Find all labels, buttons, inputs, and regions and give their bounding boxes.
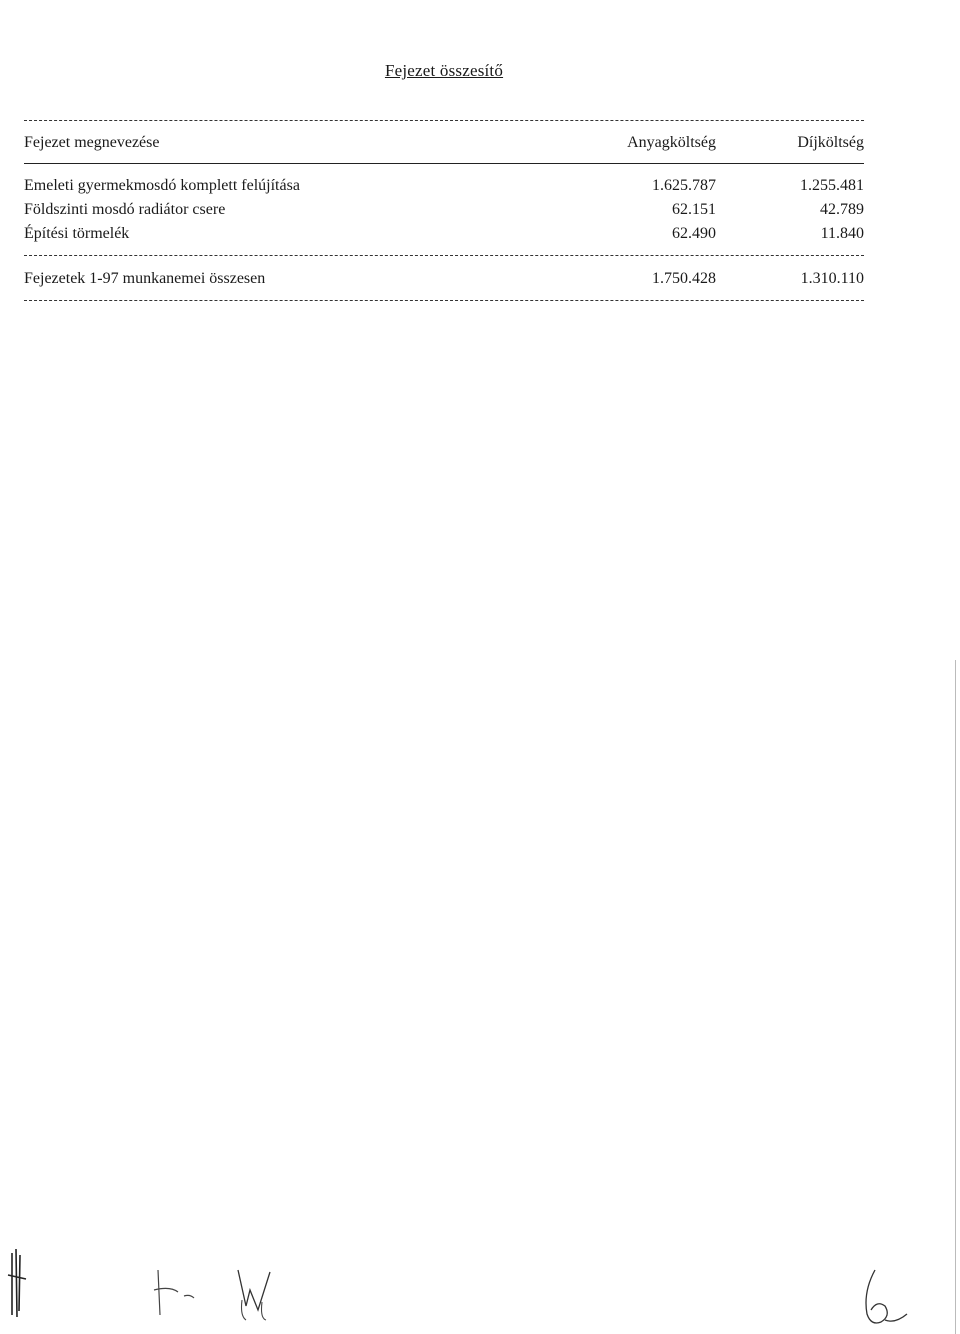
total-bottom-rule: [24, 300, 864, 301]
column-header-row: [24, 134, 864, 156]
column-header-fee: Díjköltség: [797, 134, 864, 151]
total-top-rule: [24, 255, 864, 256]
row-fee: 1.255.481: [800, 177, 864, 194]
page-title: Fejezet összesítő: [384, 61, 504, 80]
handwritten-signature-left: [0, 1245, 40, 1325]
row-fee: 42.789: [820, 201, 864, 218]
table-row: [24, 177, 864, 199]
total-fee: 1.310.110: [800, 270, 864, 287]
row-fee: 11.840: [820, 225, 864, 242]
handwritten-initials-middle: [150, 1260, 290, 1330]
total-row: [24, 270, 864, 292]
row-material: 62.490: [672, 225, 716, 242]
row-name: Földszinti mosdó radiátor csere: [24, 201, 226, 218]
header-bottom-rule: [24, 163, 864, 164]
header-top-rule: [24, 120, 864, 121]
column-header-name: Fejezet megnevezése: [24, 134, 160, 151]
row-name: Emeleti gyermekmosdó komplett felújítása: [24, 177, 300, 194]
column-header-material: Anyagköltség: [627, 134, 716, 151]
total-material: 1.750.428: [652, 270, 716, 287]
table-row: [24, 201, 864, 223]
total-name: Fejezetek 1-97 munkanemei összesen: [24, 270, 266, 287]
row-name: Építési törmelék: [24, 225, 130, 242]
row-material: 1.625.787: [652, 177, 716, 194]
row-material: 62.151: [672, 201, 716, 218]
scan-edge-line: [955, 660, 956, 1334]
handwritten-page-number: [855, 1262, 915, 1332]
table-row: [24, 225, 864, 247]
